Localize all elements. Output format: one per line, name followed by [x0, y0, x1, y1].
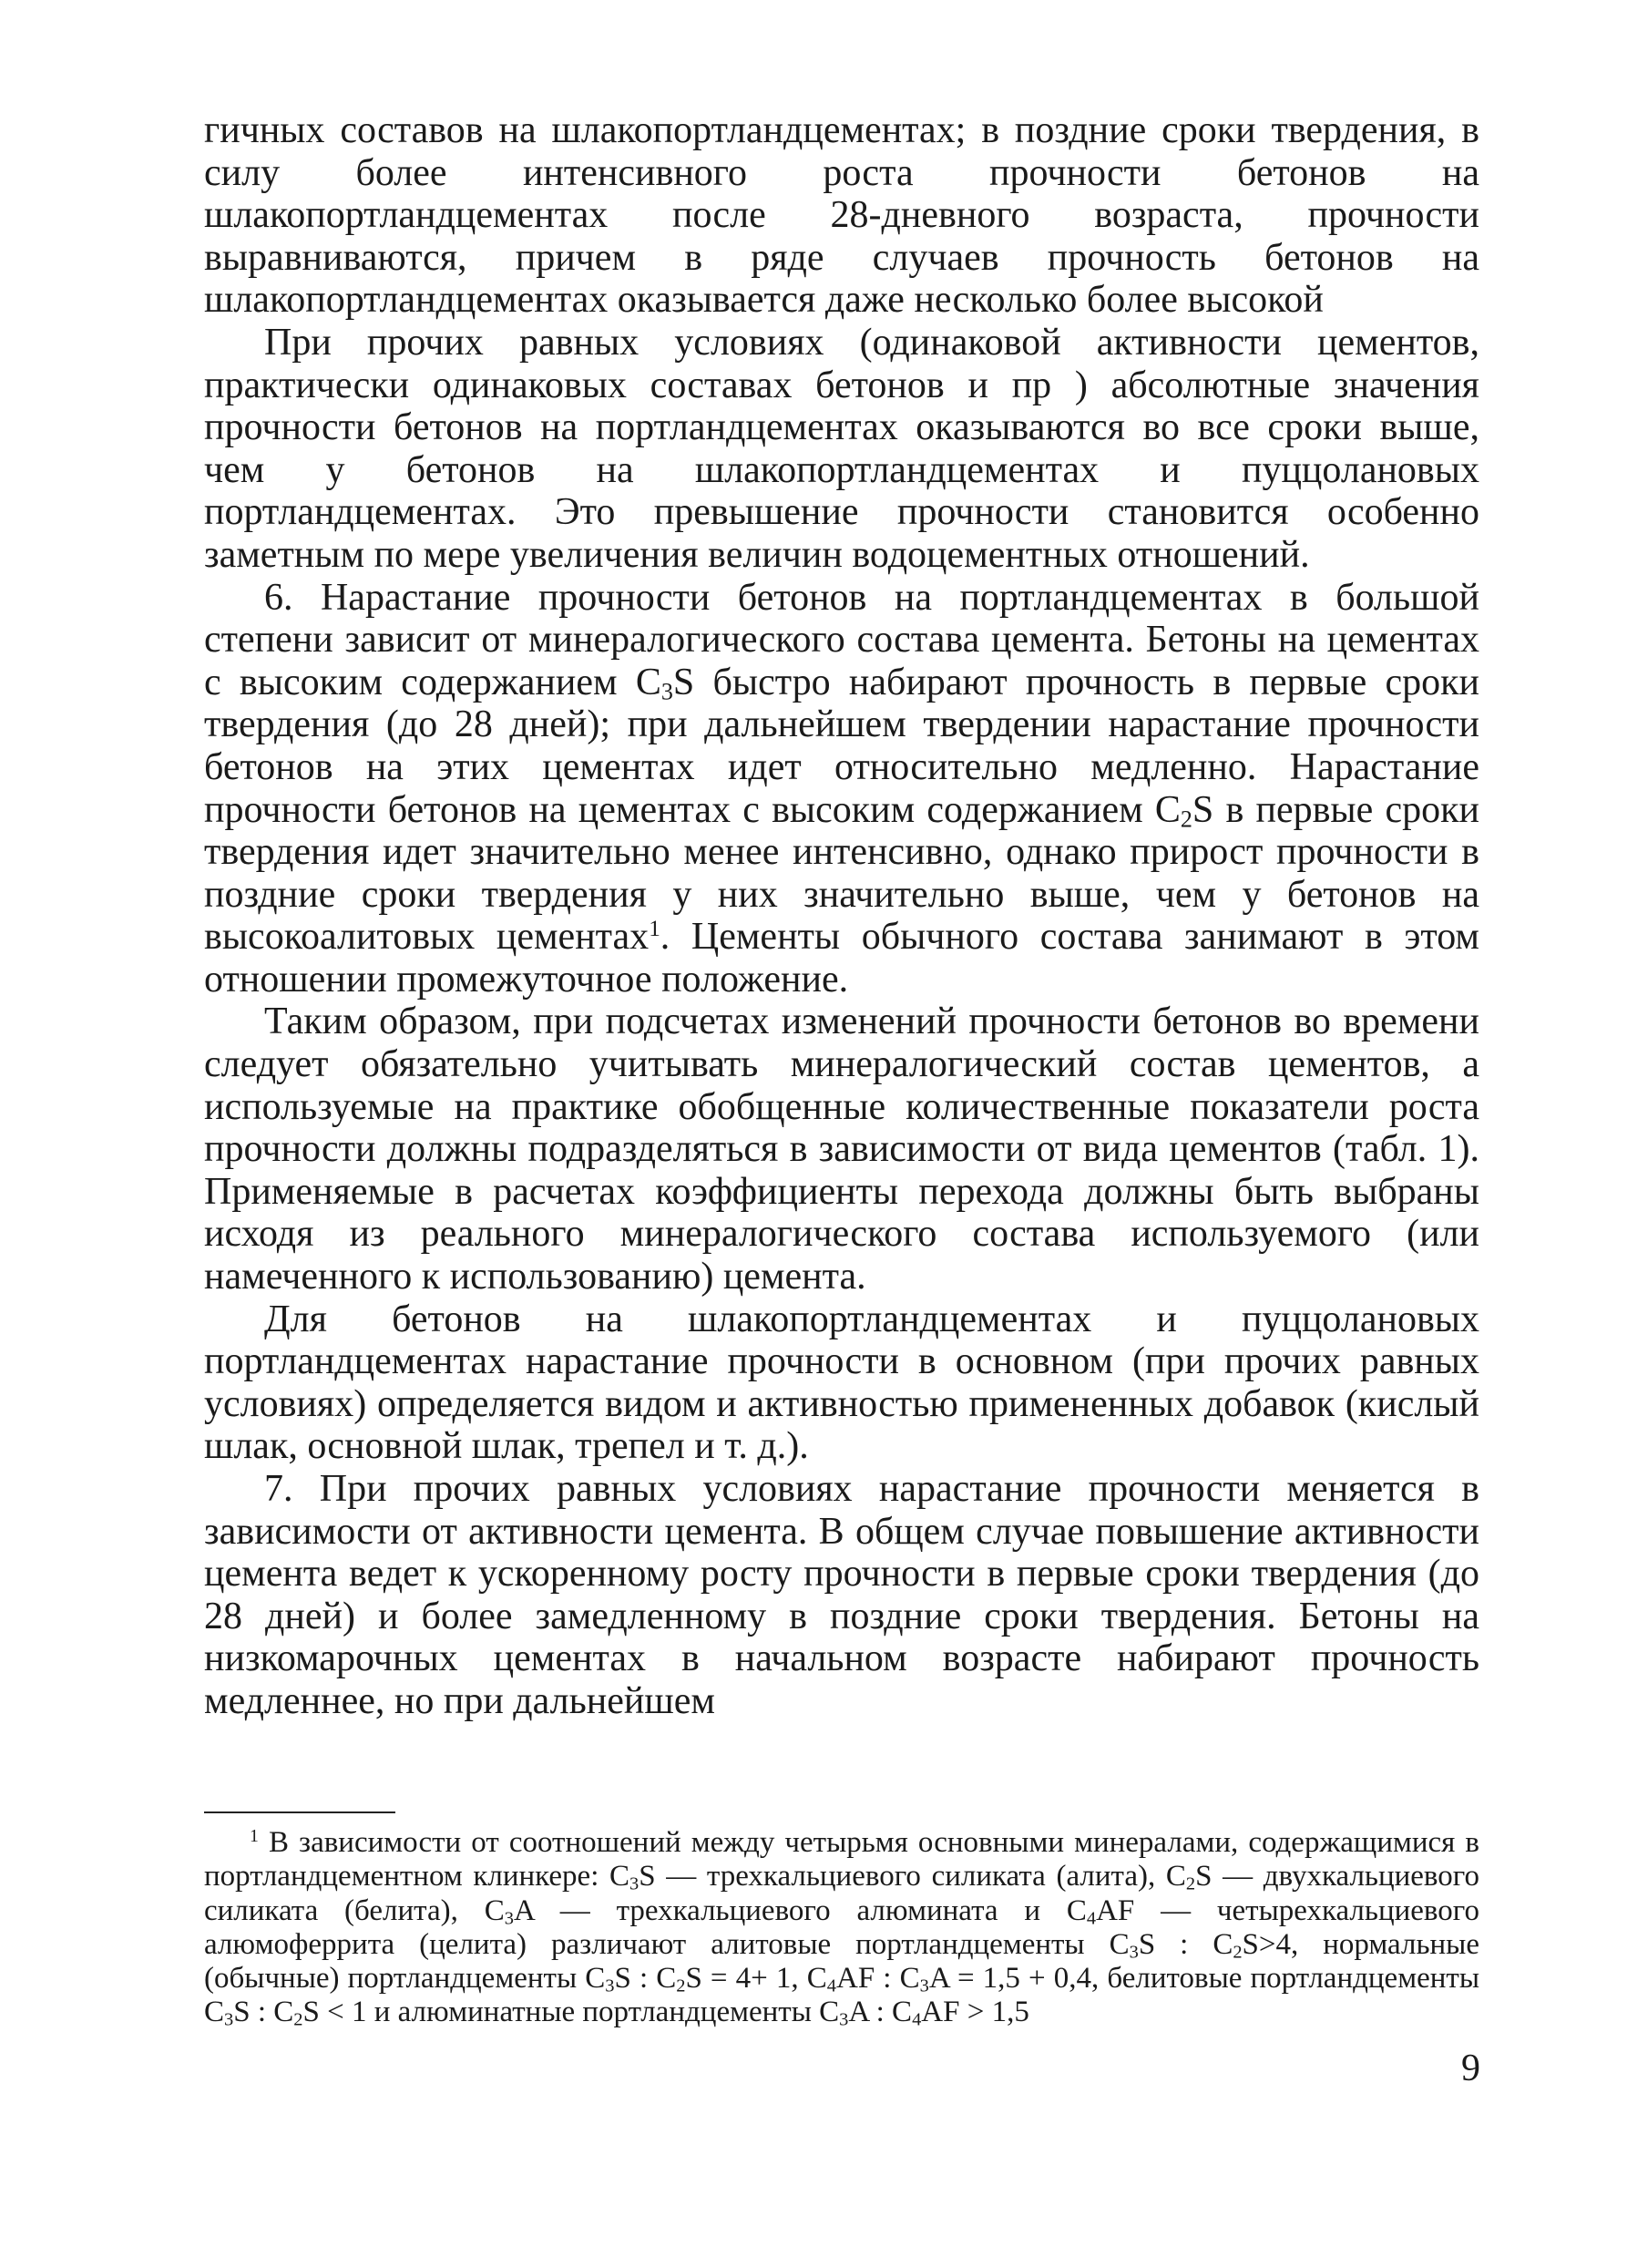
subscript: 3 [504, 1908, 514, 1929]
footnote-fragment: A : C [848, 1996, 913, 2029]
subscript: 3 [919, 1976, 929, 1996]
footnote-fragment: S — трехкальциевого силиката (алита), C [639, 1860, 1186, 1893]
paragraph-4: Таким образом, при подсчетах изменений прочности бетонов во времени следует обязательно учитывать минералогический состав цементов, а используемые на практике обобщенные количественные показатели роста прочности должны подразделяться в зависимости от вида цементов (табл. 1). Применяемые в расчетах коэффициенты перехода должны быть выбраны исходя из реального минералогического состава используемого (или намеченного к использованию) цемента. [204, 1001, 1479, 1298]
subscript: 3 [660, 678, 673, 705]
subscript: 4 [912, 2009, 922, 2030]
footnote-fragment: S = 4+ 1, C [685, 1962, 827, 1996]
subscript: 3 [839, 2009, 849, 2030]
footnote-fragment: S : C [1138, 1927, 1233, 1961]
subscript: 4 [1086, 1908, 1097, 1929]
footnote-fragment: AF > 1,5 [921, 1996, 1029, 2029]
footnote-fragment: AF : C [835, 1962, 920, 1996]
footnote-reference[interactable]: 1 [649, 917, 660, 942]
footnote-fragment: S : C [233, 1996, 294, 2029]
paragraph-2: При прочих равных условиях (одинаковой активности цементов, практически одинаковых составах бетонов и пр ) абсолютные значения прочности бетонов на портландцементах оказываются во все сроки выше, чем у бетонов на шлакопортландцементах и пуццолановых портландцементах. Это превышение прочности становится особенно заметным по мере увеличения величин водоцементных отношений. [204, 321, 1479, 576]
paragraph-1: гичных составов на шлакопортландцементах; в поздние сроки твердения, в силу более интенсивного роста прочности бетонов на шлакопортландцементах после 28-дневного возраста, прочности выравниваются, причем в ряде случаев прочность бетонов на шлакопортландцементах оказывается даже несколько более высокой [204, 109, 1479, 322]
subscript: 3 [1129, 1942, 1139, 1963]
subscript: 2 [293, 2009, 303, 2030]
subscript: 2 [676, 1976, 686, 1996]
footnote-divider [204, 1811, 395, 1813]
paragraph-3-part-a: 6. Нарастание прочности бетонов на портландцементах в большой степени зависит от минералогического состава цемента. Бетоны на цементах с высоким содержанием C [204, 576, 1479, 703]
footnote-fragment: A = 1,5 + 0,4, белитовые портландцементы C [204, 1962, 1479, 2029]
footnote-fragment: S < 1 и алюминатные портландцементы C [302, 1996, 840, 2029]
paragraph-6: 7. При прочих равных условиях нарастание прочности меняется в зависимости от активности цемента. В общем случае повышение активности цемента ведет к ускоренному росту прочности в первые сроки твердения (до 28 дней) и более замедленному в поздние сроки твердения. Бетоны на низкомарочных цементах в начальном возрасте набирают прочность медленнее, но при дальнейшем [204, 1468, 1479, 1722]
footnote-text [204, 1826, 1479, 2030]
subscript: 3 [224, 2009, 234, 2030]
footnote-fragment: S : C [614, 1962, 677, 1996]
footnote-fragment: A — трехкальциевого алюмината и C [513, 1893, 1087, 1927]
footnote-fragment: В зависимости от соотношений между четырьмя основными минералами, содержащимися в портландцементном клинкере: C [204, 1826, 1479, 1893]
subscript: 2 [1233, 1942, 1243, 1963]
footnote-fragment: S>4, нормальные (обычные) портландцементы C [204, 1927, 1479, 1996]
footnote-fragment: AF — четырехкальциевого алюмоферрита (целита) различают алитовые портландцементы C [204, 1893, 1479, 1961]
paragraph-3 [204, 577, 1479, 1001]
paragraph-3-part-c: S в первые сроки твердения идет значительно менее интенсивно, однако прирост прочности в поздние сроки твердения у них значительно выше, чем у бетонов на высокоалитовых цементах [204, 788, 1479, 959]
main-text [204, 109, 1479, 1723]
subscript: 4 [826, 1976, 836, 1996]
paragraph-5: Для бетонов на шлакопортландцементах и пуццолановых портландцементах нарастание прочности в основном (при прочих равных условиях) определяется видом и активностью примененных добавок (кислый шлак, основной шлак, трепел и т. д.). [204, 1298, 1479, 1468]
paragraph-3-part-b: S быстро набирают прочность в первые сроки твердения (до 28 дней); при дальнейшем твердении нарастание прочности бетонов на этих цементах идет относительно медленно. Нарастание прочности бетонов на цементах с высоким содержанием C [204, 661, 1479, 831]
footnote-fragment: S — двухкальциевого силиката (белита), C [204, 1860, 1479, 1927]
footnote-marker: 1 [250, 1826, 259, 1847]
paragraph-3-part-d: . Цементы обычного состава занимают в этом отношении промежуточное положение. [204, 916, 1479, 1001]
subscript: 3 [629, 1873, 640, 1894]
footnote [204, 1826, 1479, 2030]
subscript: 3 [605, 1976, 615, 1996]
subscript: 2 [1185, 1873, 1196, 1894]
subscript: 2 [1180, 806, 1192, 833]
page-number: 9 [1461, 2047, 1480, 2089]
